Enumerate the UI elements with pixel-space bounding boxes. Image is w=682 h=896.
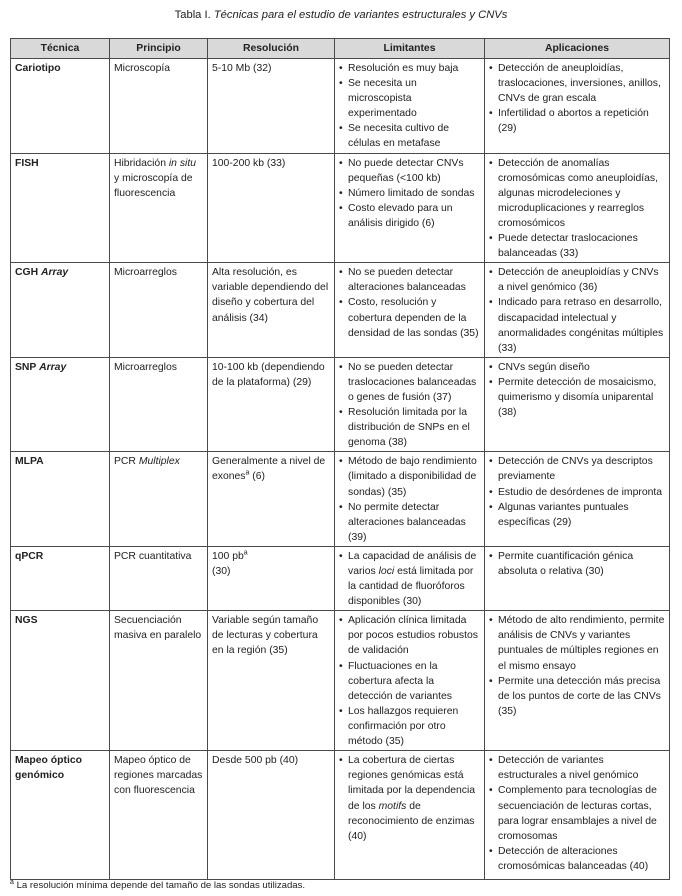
table-row-mapeo-optico [11, 751, 670, 880]
aplicacion-item: • Permite cuantificación génica absoluta o relativa (30) [489, 549, 666, 579]
table-row-mlpa [11, 452, 670, 547]
principio-cell: Microscopía [110, 59, 208, 154]
aplicaciones-cell [485, 751, 670, 880]
resolucion-cell: 100-200 kb (33) [208, 153, 335, 263]
aplicaciones-cell [485, 263, 670, 358]
table-caption [0, 8, 682, 22]
limitante-item: • No se pueden detectar alteraciones balanceadas [339, 265, 481, 295]
aplicacion-item: • Permite detección de mosaicismo, quimerismo y disomía uniparental (38) [489, 375, 666, 420]
resolucion-ref: (30) [212, 566, 231, 577]
principio-text: PCR [114, 456, 139, 468]
resolucion-cell: Alta resolución, es variable dependiendo del diseño y cobertura del análisis (34) [208, 263, 335, 358]
resolucion-cell [208, 452, 335, 547]
limitante-text: de reconocimiento de enzimas (40) [348, 800, 475, 842]
limitante-item: • Método de bajo rendimiento (limitado a disponibilidad de sondas) (35) [339, 454, 481, 499]
tecnica-cell: Mapeo óptico genómico [11, 751, 110, 880]
limitante-item: • Número limitado de sondas [339, 186, 481, 201]
header-tecnica: Técnica [11, 39, 110, 59]
principio-cell: Microarreglos [110, 263, 208, 358]
tecnica-name: MLPA [15, 456, 44, 468]
limitantes-cell [335, 546, 485, 610]
resolucion-ref: (6) [249, 471, 266, 483]
principio-cell: PCR cuantitativa [110, 546, 208, 610]
footnote-marker: a [243, 549, 248, 557]
aplicacion-item: • Detección de aneuploidías, traslocaciones, inversiones, anillos, CNVs de gran escala [489, 61, 666, 106]
limitante-item: • Costo, resolución y cobertura dependen de la densidad de las sondas (35) [339, 295, 481, 340]
resolucion-cell [208, 546, 335, 610]
limitante-item [339, 549, 481, 609]
limitantes-cell [335, 611, 485, 751]
principio-italic: Multiplex [138, 456, 180, 468]
resolucion-cell: Variable según tamaño de lecturas y cobertura en la región (35) [208, 611, 335, 751]
tecnica-name: NGS [15, 615, 38, 627]
table-row-qpcr [11, 546, 670, 610]
tecnica-name-italic: Array [39, 361, 67, 373]
header-resolucion: Resolución [208, 39, 335, 59]
table-row-ngs [11, 611, 670, 751]
aplicacion-item: • Detección de CNVs ya descriptos previamente [489, 454, 666, 484]
tecnica-name: Cariotipo [15, 63, 61, 74]
limitante-italic: motifs [378, 800, 407, 812]
limitante-item: • Se necesita cultivo de células en metafase [339, 121, 481, 151]
limitante-item: • Fluctuaciones en la cobertura afecta la detección de variantes [339, 659, 481, 704]
techniques-table [10, 38, 670, 880]
footnote-marker: a [245, 469, 250, 477]
limitante-item: • No permite detectar alteraciones balanceadas (39) [339, 500, 481, 545]
aplicaciones-cell [485, 452, 670, 547]
aplicacion-item: • Detección de alteraciones cromosómicas balanceadas (40) [489, 844, 666, 874]
aplicacion-item: • Estudio de desórdenes de impronta [489, 485, 666, 500]
limitantes-cell [335, 263, 485, 358]
tecnica-cell [11, 357, 110, 452]
tecnica-name: CGH [15, 267, 41, 279]
aplicacion-item: • Detección de variantes estructurales a nivel genómico [489, 753, 666, 783]
aplicaciones-cell [485, 59, 670, 154]
header-limitantes: Limitantes [335, 39, 485, 59]
tecnica-name-italic: Array [40, 267, 69, 279]
resolucion-cell: 5-10 Mb (32) [208, 59, 335, 154]
limitantes-cell [335, 452, 485, 547]
principio-italic: in situ [168, 157, 197, 169]
tecnica-cell [11, 452, 110, 547]
table-row-cgh-array [11, 263, 670, 358]
limitante-text: La cobertura de ciertas regiones genómicas está limitada por la dependencia de los [348, 755, 476, 812]
principio-cell: Microarreglos [110, 357, 208, 452]
principio-text: y microscopía de fluorescencia [114, 172, 193, 199]
aplicacion-item: • Infertilidad o abortos a repetición (29) [489, 106, 666, 136]
table-row-fish [11, 153, 670, 263]
tecnica-cell [11, 59, 110, 154]
principio-cell [110, 452, 208, 547]
principio-cell: Mapeo óptico de regiones marcadas con fluorescencia [110, 751, 208, 880]
table-row-cariotipo [11, 59, 670, 154]
limitante-item: • No puede detectar CNVs pequeñas (<100 kb) [339, 156, 481, 186]
tecnica-name: SNP [15, 361, 40, 373]
principio-text: Hibridación [114, 157, 169, 169]
limitante-item: • Se necesita un microscopista experimentado [339, 76, 481, 121]
table-footnote [10, 880, 305, 892]
aplicaciones-cell [485, 546, 670, 610]
limitante-text: está limitada por la cantidad de fluoróforos disponibles (30) [348, 566, 474, 608]
tecnica-cell [11, 263, 110, 358]
header-aplicaciones: Aplicaciones [485, 39, 670, 59]
resolucion-cell: 10-100 kb (dependiendo de la plataforma) (29) [208, 357, 335, 452]
resolucion-cell: Desde 500 pb (40) [208, 751, 335, 880]
aplicacion-item: • Detección de aneuploidías y CNVs a nivel genómico (36) [489, 265, 666, 295]
aplicaciones-cell [485, 153, 670, 263]
tecnica-name: qPCR [15, 550, 44, 562]
footnote-text: La resolución mínima depende del tamaño de las sondas utilizadas. [13, 880, 306, 891]
principio-cell [110, 153, 208, 263]
limitantes-cell [335, 153, 485, 263]
footnote-marker: a [10, 878, 14, 886]
limitante-item: • No se pueden detectar traslocaciones balanceadas o genes de fusión (37) [339, 360, 481, 405]
limitante-item: • Resolución es muy baja [339, 61, 481, 76]
aplicacion-item: • Puede detectar traslocaciones balanceadas (33) [489, 231, 666, 261]
header-row [11, 39, 670, 59]
table-row-snp-array [11, 357, 670, 452]
limitante-item: • Costo elevado para un análisis dirigido (6) [339, 201, 481, 231]
aplicaciones-cell [485, 357, 670, 452]
limitantes-cell [335, 357, 485, 452]
aplicaciones-cell [485, 611, 670, 751]
resolucion-text: Generalmente a nivel de exones [212, 456, 326, 483]
limitantes-cell [335, 751, 485, 880]
tecnica-cell [11, 153, 110, 263]
header-principio: Principio [110, 39, 208, 59]
tecnica-name: FISH [15, 157, 39, 169]
limitante-text: La capacidad de análisis de varios [348, 550, 477, 577]
aplicacion-item: • CNVs según diseño [489, 360, 666, 375]
resolucion-text: 100 pb [212, 550, 244, 562]
aplicacion-item: • Método de alto rendimiento, permite análisis de CNVs y variantes puntuales de múltiples regiones en el mismo ensayo [489, 613, 666, 673]
aplicacion-item: • Complemento para tecnologías de secuenciación de lecturas cortas, para lograr ensamblajes a nivel de cromosomas [489, 783, 666, 843]
limitante-item: • Resolución limitada por la distribución de SNPs en el genoma (38) [339, 405, 481, 450]
limitantes-cell [335, 59, 485, 154]
limitante-italic: loci [378, 566, 395, 577]
tecnica-cell [11, 611, 110, 751]
limitante-item: • Los hallazgos requieren confirmación por otro método (35) [339, 704, 481, 749]
caption-prefix: Tabla I. [174, 9, 211, 21]
limitante-item [339, 753, 481, 844]
aplicacion-item: • Detección de anomalías cromosómicas como aneuploidías, algunas microdeleciones y microduplicaciones y rearreglos cromosómicos [489, 156, 666, 231]
aplicacion-item: • Algunas variantes puntuales específicas (29) [489, 500, 666, 530]
limitante-item: • Aplicación clínica limitada por pocos estudios robustos de validación [339, 613, 481, 658]
principio-cell: Secuenciación masiva en paralelo [110, 611, 208, 751]
caption-title: Técnicas para el estudio de variantes estructurales y CNVs [213, 9, 508, 21]
aplicacion-item: • Permite una detección más precisa de los puntos de corte de las CNVs (35) [489, 674, 666, 719]
aplicacion-item: • Indicado para retraso en desarrollo, discapacidad intelectual y anormalidades congénitas múltiples (33) [489, 295, 666, 355]
tecnica-cell [11, 546, 110, 610]
